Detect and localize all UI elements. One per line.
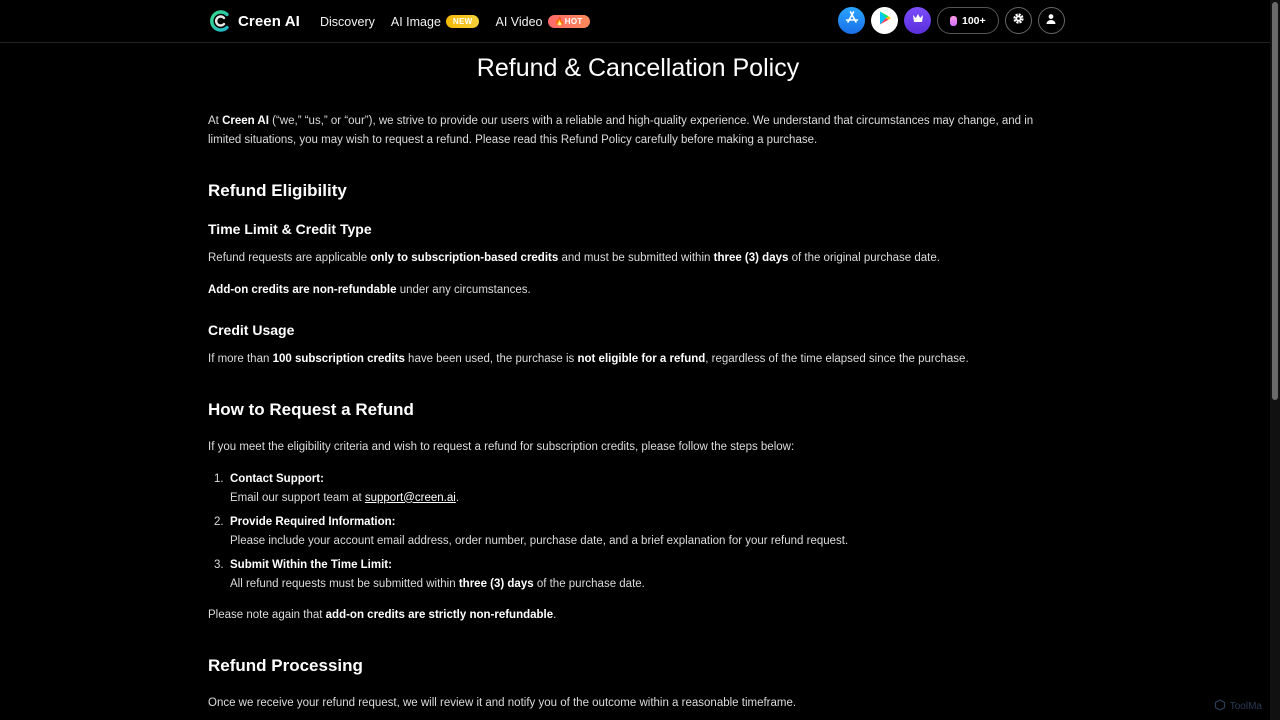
step-number: 3.: [214, 559, 224, 571]
tl-b: only to subscription-based credits: [370, 252, 559, 264]
tl-e: of the original purchase date.: [788, 252, 940, 264]
note-c: .: [553, 609, 557, 621]
nav-ai-video[interactable]: [495, 15, 589, 29]
cu-e: , regardless of the time elapsed since the purchase.: [705, 353, 969, 365]
step-title: Contact Support:: [230, 473, 324, 485]
premium-button[interactable]: [904, 7, 931, 34]
intro-brand: Creen AI: [222, 115, 269, 127]
step-title: Submit Within the Time Limit:: [230, 559, 392, 571]
intro-pre: At: [208, 115, 223, 127]
google-play-button[interactable]: [871, 7, 898, 34]
cu-d: not eligible for a refund: [577, 353, 706, 365]
credit-usage-paragraph: [208, 350, 969, 369]
page-scrollbar[interactable]: [1270, 0, 1280, 720]
step-number: 2.: [214, 516, 224, 528]
note-a: Please note again that: [208, 609, 326, 621]
list-item: [208, 470, 1068, 513]
nav-discovery[interactable]: [320, 15, 375, 29]
nav-discovery-label: Discovery: [320, 14, 375, 29]
cu-c: have been used, the purchase is: [404, 353, 578, 365]
step-text-bold: three (3) days: [458, 577, 534, 590]
addon-b: Add-on credits are non-refundable: [208, 284, 397, 296]
watermark: [1214, 699, 1262, 714]
step-text-post: .: [455, 491, 460, 504]
nav-ai-image[interactable]: [391, 15, 480, 29]
processing-paragraph: Once we receive your refund request, we will review it and notify you of the outcome within a reasonable timeframe.: [208, 697, 797, 709]
tl-d: three (3) days: [713, 252, 789, 264]
cu-a: If more than: [208, 353, 273, 365]
list-item: [208, 513, 1068, 556]
note-b: add-on credits are strictly non-refundable: [325, 609, 554, 621]
intro-post: (“we,” “us,” or “our”), we strive to provide our users with a reliable and high-quality experience. We understand that circumstances may change, and in: [268, 115, 1034, 127]
nav-ai-image-label: AI Image: [390, 14, 441, 29]
creen-logo-icon: [210, 10, 232, 32]
step-title: Provide Required Information:: [230, 516, 396, 528]
request-intro-paragraph: If you meet the eligibility criteria and wish to request a refund for subscription credits, please follow the steps below:: [208, 441, 795, 453]
hot-badge: 🔥HOT: [548, 15, 590, 28]
addon-c: under any circumstances.: [396, 284, 531, 296]
tl-a: Refund requests are applicable: [208, 252, 371, 264]
logo-link[interactable]: [210, 10, 300, 32]
logo-text: Creen AI: [238, 12, 300, 30]
cu-b: 100 subscription credits: [272, 353, 405, 365]
step-number: 1.: [214, 473, 224, 485]
main-nav: [320, 0, 590, 43]
support-email-link[interactable]: support@creen.ai: [364, 491, 456, 504]
app-store-button[interactable]: [838, 7, 865, 34]
settings-button[interactable]: [1005, 7, 1032, 34]
nav-ai-video-label: AI Video: [495, 14, 543, 29]
settings-icon: [1012, 12, 1025, 30]
step-text-post: of the purchase date.: [533, 577, 645, 590]
refund-eligibility-heading: Refund Eligibility: [208, 181, 347, 200]
addon-paragraph: [208, 281, 531, 300]
crown-icon: [911, 11, 925, 30]
header-tools: [838, 7, 1065, 34]
addon-note-paragraph: [208, 606, 556, 625]
refund-steps-list: [208, 470, 1068, 599]
policy-content: [208, 43, 1068, 709]
intro-paragraph-line2: limited situations, you may wish to request a refund. Please read this Refund Policy carefully before making a purchase.: [208, 134, 818, 146]
page-title: Refund & Cancellation Policy: [476, 54, 800, 82]
time-limit-paragraph: [208, 249, 940, 268]
tl-c: and must be submitted within: [558, 252, 714, 264]
scrollbar-thumb[interactable]: [1272, 2, 1278, 400]
new-badge: NEW: [446, 15, 480, 28]
gem-icon: [950, 16, 957, 26]
credits-button[interactable]: [937, 7, 999, 34]
step-text-pre: Email our support team at: [230, 491, 365, 504]
list-item: [208, 556, 1068, 599]
step-text: Please include your account email address, order number, purchase date, and a brief explanation for your refund request.: [230, 534, 849, 547]
watermark-text: ToolMa: [1229, 701, 1262, 712]
watermark-icon: [1214, 699, 1226, 714]
time-limit-heading: Time Limit & Credit Type: [208, 221, 372, 237]
credit-usage-heading: Credit Usage: [208, 322, 295, 338]
intro-paragraph-line1: [208, 112, 1033, 131]
refund-processing-heading: Refund Processing: [208, 656, 363, 675]
google-play-icon: [877, 10, 893, 31]
step-text-pre: All refund requests must be submitted within: [230, 577, 459, 590]
account-button[interactable]: [1038, 7, 1065, 34]
how-to-request-heading: How to Request a Refund: [208, 400, 414, 419]
user-icon: [1045, 12, 1057, 30]
credits-count: 100+: [962, 14, 986, 27]
app-store-icon: [844, 10, 860, 31]
top-navbar: [0, 0, 1270, 43]
